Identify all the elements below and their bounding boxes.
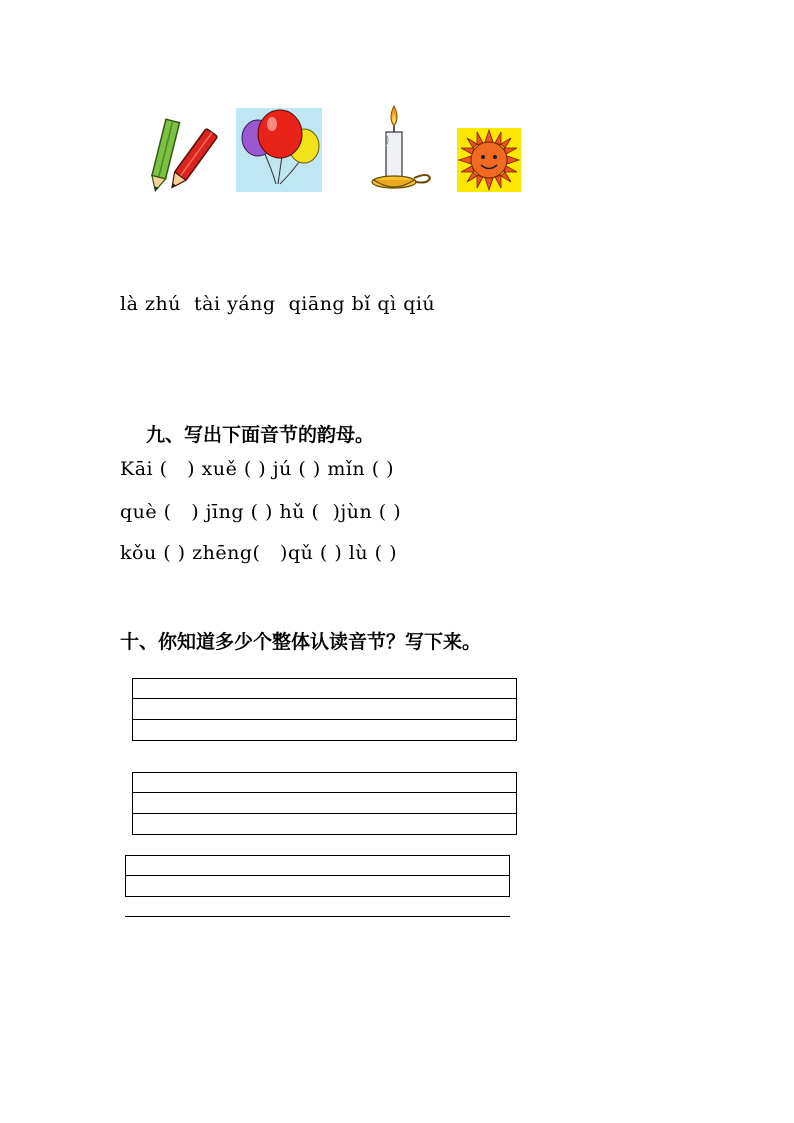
writing-rule [126,875,509,876]
pencils-picture [140,112,220,194]
section9-row-3: kǒu ( ) zhēng( )qǔ ( ) lù ( ) [120,542,398,564]
section10-title: 十、你知道多少个整体认读音节？写下来。 [120,631,482,653]
writing-line[interactable] [125,916,510,917]
balloons-picture [236,108,322,192]
pinyin-words: là zhú tài yáng qiāng bǐ qì qiú [120,293,436,315]
balloons-icon [236,108,322,192]
writing-box-3[interactable] [125,855,510,897]
writing-box-1[interactable] [132,678,517,741]
candle-icon [366,102,436,194]
section9-row-1: Kāi ( ) xuě ( ) jú ( ) mǐn ( ) [120,458,395,480]
writing-rule [133,792,516,793]
writing-box-2[interactable] [132,772,517,835]
section9-row-2: què ( ) jīng ( ) hǔ ( )jùn ( ) [120,501,402,523]
candle-picture [366,102,436,194]
writing-rule [133,698,516,699]
pencils-icon [140,112,220,194]
section9-title: 九、写出下面音节的韵母。 [146,424,375,446]
sun-picture [457,128,521,192]
writing-rule [133,813,516,814]
writing-rule [133,719,516,720]
sun-icon [457,128,521,192]
